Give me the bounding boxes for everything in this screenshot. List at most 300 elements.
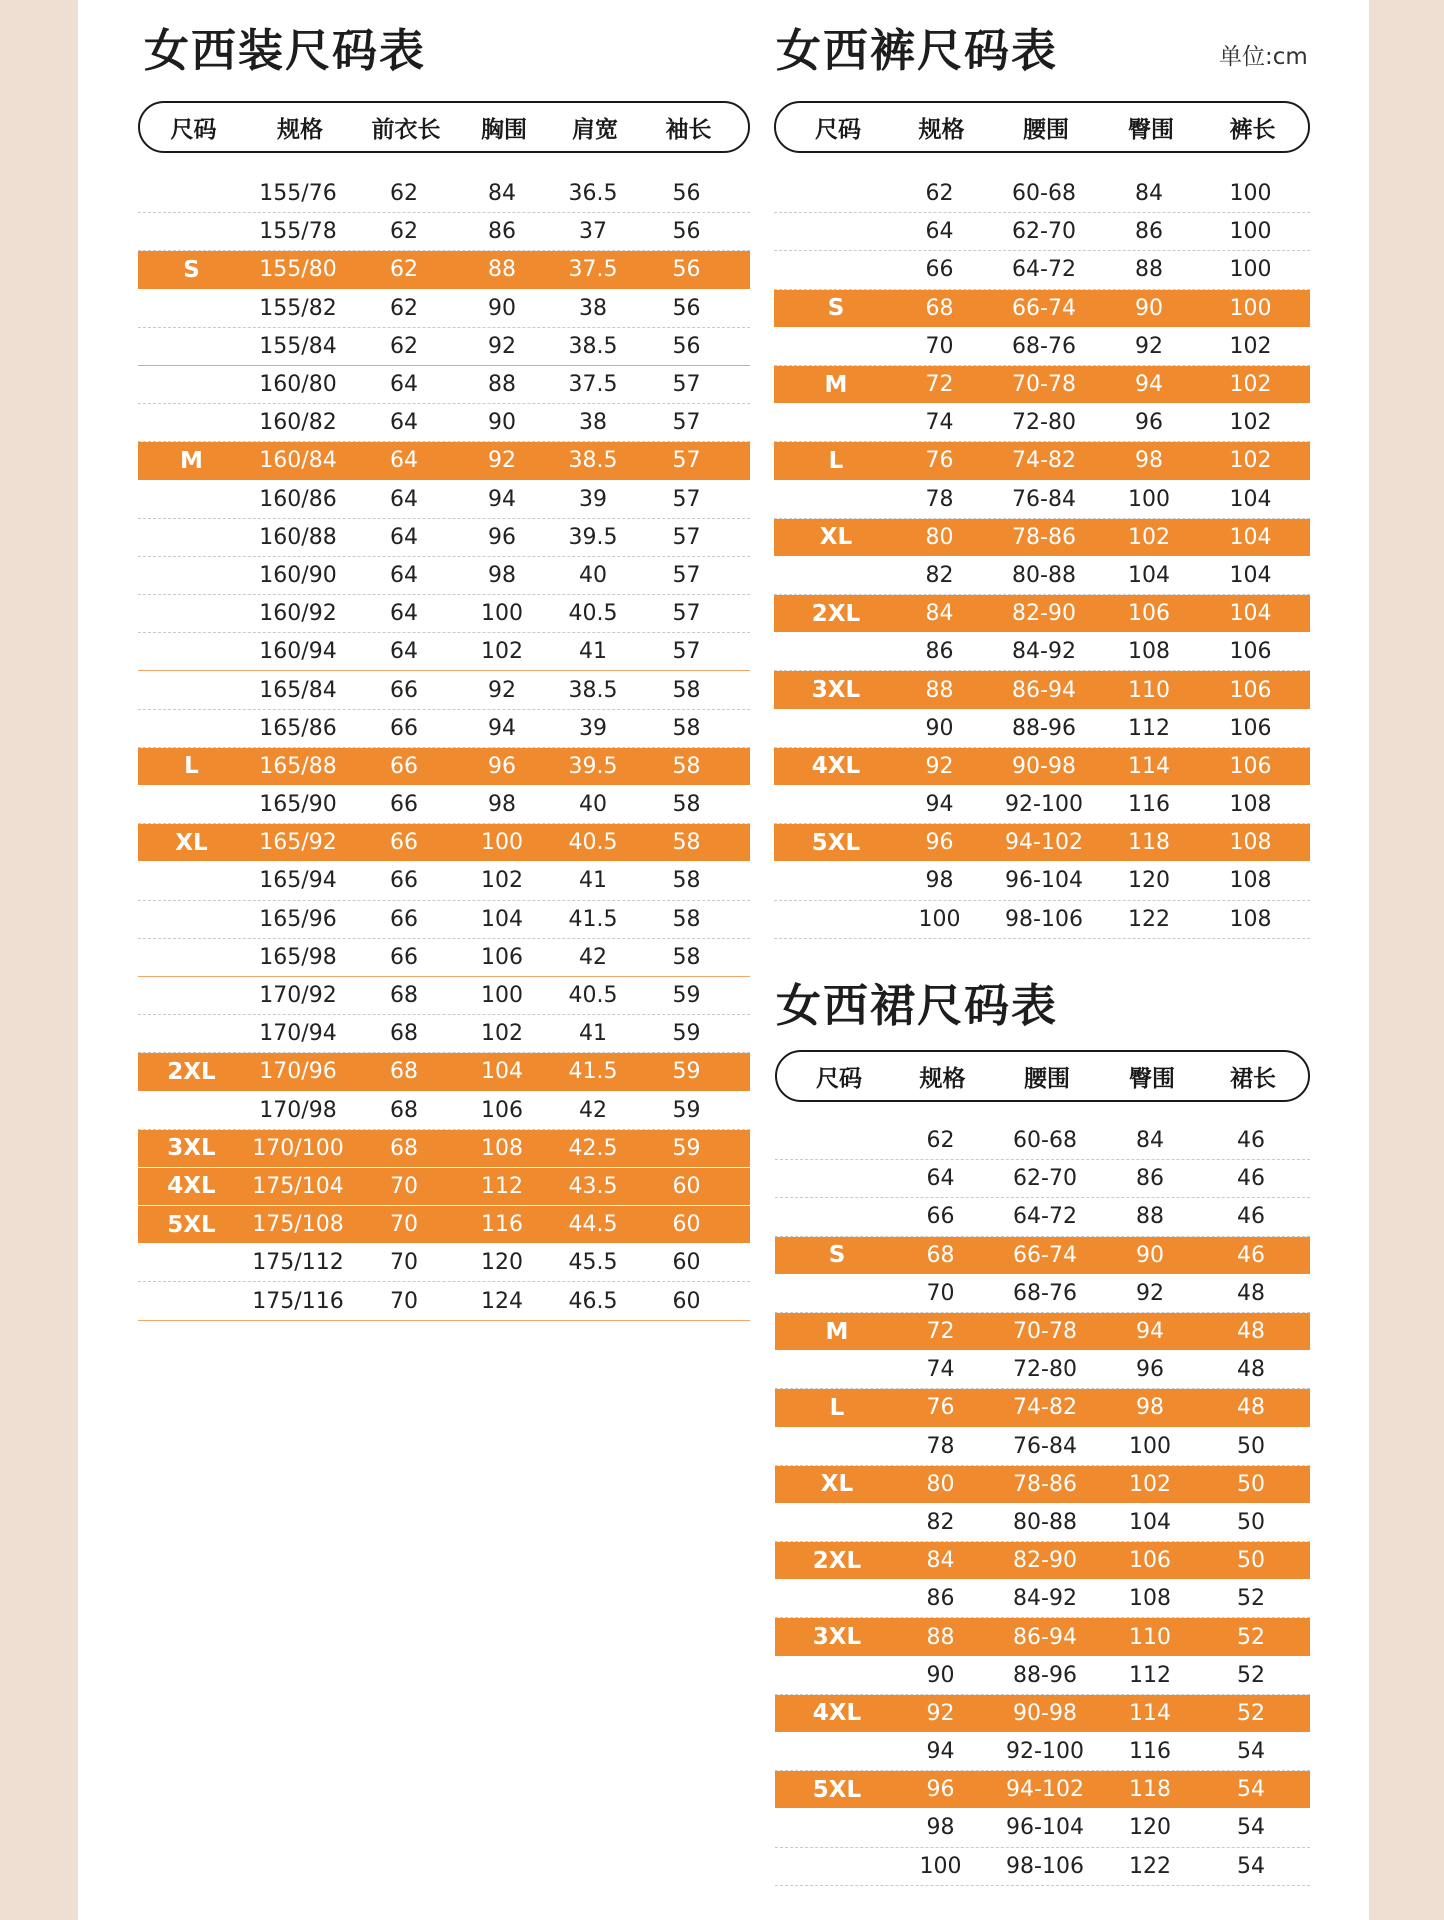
cell-spec: 155/84 xyxy=(259,333,337,359)
header-skirt-length: 裙长 xyxy=(1230,1065,1276,1092)
cell-waist: 80-88 xyxy=(1013,1509,1077,1535)
cell-size: 4XL xyxy=(811,753,861,780)
cell-spec: 62 xyxy=(925,181,954,207)
cell-length: 62 xyxy=(390,333,418,359)
cell-hip: 102 xyxy=(1128,524,1170,550)
cell-shoulder: 46.5 xyxy=(568,1288,618,1314)
cell-length: 108 xyxy=(1229,906,1272,932)
cell-sleeve: 56 xyxy=(672,219,701,245)
cell-sleeve: 58 xyxy=(672,753,701,779)
cell-spec: 66 xyxy=(926,1204,955,1230)
cell-spec: 94 xyxy=(926,1739,955,1765)
header-spec: 规格 xyxy=(919,1065,966,1092)
cell-waist: 62-70 xyxy=(1012,219,1076,245)
cell-length: 68 xyxy=(390,1059,418,1085)
cell-length: 108 xyxy=(1229,868,1272,894)
cell-hip: 96 xyxy=(1135,410,1163,436)
header-chest: 胸围 xyxy=(481,116,527,143)
cell-waist: 72-80 xyxy=(1013,1357,1077,1383)
cell-waist: 76-84 xyxy=(1013,1433,1077,1459)
cell-chest: 90 xyxy=(488,410,516,436)
cell-sleeve: 58 xyxy=(672,792,701,818)
cell-size: S xyxy=(828,1242,846,1269)
header-size: 尺码 xyxy=(815,116,861,143)
table-row xyxy=(774,481,1310,519)
unit-label: 单位:cm xyxy=(1219,44,1308,70)
table-row xyxy=(774,519,1310,557)
cell-length: 62 xyxy=(390,257,418,283)
cell-chest: 96 xyxy=(488,524,516,550)
cell-size: 2XL xyxy=(811,600,861,627)
cell-sleeve: 56 xyxy=(672,181,701,207)
table-row xyxy=(138,671,750,709)
cell-hip: 106 xyxy=(1128,601,1170,627)
cell-spec: 88 xyxy=(925,677,954,703)
cell-sleeve: 60 xyxy=(672,1173,701,1199)
table-row xyxy=(138,786,750,824)
cell-spec: 100 xyxy=(918,906,961,932)
table-row xyxy=(775,1198,1310,1236)
table-row xyxy=(775,1809,1310,1847)
cell-spec: 80 xyxy=(925,524,954,550)
cell-hip: 96 xyxy=(1136,1357,1164,1383)
cell-spec: 84 xyxy=(926,1548,955,1574)
cell-waist: 70-78 xyxy=(1013,1319,1077,1345)
cell-sleeve: 57 xyxy=(672,639,701,665)
cell-spec: 165/90 xyxy=(259,792,337,818)
cell-sleeve: 58 xyxy=(672,715,701,741)
cell-spec: 175/104 xyxy=(252,1173,344,1199)
cell-waist: 66-74 xyxy=(1012,295,1076,321)
cell-shoulder: 38.5 xyxy=(568,333,618,359)
cell-spec: 64 xyxy=(926,1166,955,1192)
cell-length: 62 xyxy=(390,181,418,207)
cell-length: 108 xyxy=(1229,792,1272,818)
cell-shoulder: 39.5 xyxy=(568,753,618,779)
cell-shoulder: 37.5 xyxy=(568,372,618,398)
table-row xyxy=(138,1015,750,1053)
table-row xyxy=(138,290,750,328)
cell-size: M xyxy=(825,1318,849,1345)
cell-hip: 98 xyxy=(1136,1395,1164,1421)
cell-spec: 160/80 xyxy=(259,372,337,398)
header-sleeve: 袖长 xyxy=(665,116,712,143)
cell-chest: 102 xyxy=(481,1021,523,1047)
cell-spec: 165/98 xyxy=(259,944,337,970)
cell-length: 70 xyxy=(390,1250,418,1276)
cell-sleeve: 58 xyxy=(672,906,701,932)
cell-spec: 66 xyxy=(925,257,954,283)
table-row xyxy=(138,1168,750,1206)
cell-spec: 92 xyxy=(925,753,954,779)
table-row xyxy=(138,1053,750,1091)
cell-waist: 88-96 xyxy=(1013,1662,1077,1688)
table-row xyxy=(774,213,1310,251)
skirt-table-header xyxy=(775,1050,1310,1102)
cell-waist: 90-98 xyxy=(1013,1700,1077,1726)
cell-length: 68 xyxy=(390,983,418,1009)
table-row xyxy=(138,366,750,404)
table-row xyxy=(774,901,1310,939)
cell-length: 46 xyxy=(1237,1242,1265,1268)
cell-length: 66 xyxy=(390,677,418,703)
cell-shoulder: 39 xyxy=(579,486,607,512)
cell-chest: 120 xyxy=(481,1250,523,1276)
table-row xyxy=(138,442,750,480)
cell-size: XL xyxy=(819,524,853,551)
cell-sleeve: 59 xyxy=(672,983,701,1009)
cell-length: 108 xyxy=(1229,830,1272,856)
cell-chest: 94 xyxy=(488,486,516,512)
cell-chest: 84 xyxy=(488,181,516,207)
cell-spec: 100 xyxy=(919,1853,962,1879)
cell-length: 66 xyxy=(390,944,418,970)
table-row xyxy=(774,824,1310,862)
cell-chest: 94 xyxy=(488,715,516,741)
table-row xyxy=(138,519,750,557)
cell-waist: 78-86 xyxy=(1013,1471,1077,1497)
cell-length: 54 xyxy=(1237,1815,1265,1841)
cell-length: 104 xyxy=(1229,486,1272,512)
cell-sleeve: 57 xyxy=(672,601,701,627)
cell-sleeve: 60 xyxy=(672,1250,701,1276)
cell-length: 66 xyxy=(390,753,418,779)
cell-spec: 155/78 xyxy=(259,219,337,245)
table-row xyxy=(774,290,1310,328)
cell-sleeve: 59 xyxy=(672,1097,701,1123)
cell-shoulder: 41 xyxy=(579,868,607,894)
cell-spec: 76 xyxy=(925,448,954,474)
suit-size-table xyxy=(138,101,750,1321)
cell-shoulder: 40.5 xyxy=(568,830,618,856)
table-row xyxy=(774,404,1310,442)
cell-waist: 94-102 xyxy=(1006,1777,1084,1803)
cell-chest: 102 xyxy=(481,639,523,665)
table-row xyxy=(774,595,1310,633)
cell-length: 52 xyxy=(1237,1624,1265,1650)
cell-hip: 122 xyxy=(1128,906,1170,932)
cell-shoulder: 45.5 xyxy=(568,1250,618,1276)
table-row xyxy=(138,481,750,519)
cell-spec: 72 xyxy=(926,1319,955,1345)
cell-sleeve: 58 xyxy=(672,830,701,856)
skirt-size-table xyxy=(775,1050,1310,1886)
cell-waist: 74-82 xyxy=(1012,448,1076,474)
table-row xyxy=(775,1618,1310,1656)
cell-chest: 116 xyxy=(481,1212,523,1238)
header-pants-length: 裤长 xyxy=(1229,116,1276,143)
cell-waist: 60-68 xyxy=(1013,1128,1077,1154)
cell-spec: 94 xyxy=(925,792,954,818)
cell-length: 70 xyxy=(390,1288,418,1314)
cell-chest: 90 xyxy=(488,295,516,321)
cell-hip: 84 xyxy=(1136,1128,1164,1154)
cell-spec: 76 xyxy=(926,1395,955,1421)
cell-waist: 90-98 xyxy=(1012,753,1076,779)
cell-spec: 170/92 xyxy=(259,983,337,1009)
cell-hip: 122 xyxy=(1129,1853,1171,1879)
cell-spec: 88 xyxy=(926,1624,955,1650)
cell-length: 102 xyxy=(1229,372,1272,398)
cell-shoulder: 39.5 xyxy=(568,524,618,550)
cell-sleeve: 57 xyxy=(672,562,701,588)
table-row xyxy=(775,1351,1310,1389)
cell-waist: 96-104 xyxy=(1005,868,1083,894)
cell-hip: 92 xyxy=(1135,333,1163,359)
cell-length: 100 xyxy=(1229,181,1272,207)
table-row xyxy=(774,175,1310,213)
cell-size: M xyxy=(824,371,848,398)
cell-chest: 124 xyxy=(481,1288,523,1314)
cell-length: 48 xyxy=(1237,1395,1265,1421)
cell-length: 48 xyxy=(1237,1319,1265,1345)
cell-spec: 68 xyxy=(925,295,954,321)
cell-size: 4XL xyxy=(812,1700,862,1727)
pants-table-header xyxy=(774,101,1310,153)
table-row xyxy=(775,1771,1310,1809)
cell-sleeve: 58 xyxy=(672,868,701,894)
cell-waist: 98-106 xyxy=(1006,1853,1084,1879)
cell-size: 5XL xyxy=(811,829,861,856)
cell-length: 100 xyxy=(1229,295,1272,321)
cell-hip: 120 xyxy=(1128,868,1170,894)
suit-table-header xyxy=(138,101,750,153)
cell-length: 46 xyxy=(1237,1166,1265,1192)
cell-hip: 84 xyxy=(1135,181,1163,207)
cell-spec: 74 xyxy=(926,1357,955,1383)
cell-shoulder: 38.5 xyxy=(568,448,618,474)
cell-waist: 84-92 xyxy=(1013,1586,1077,1612)
table-row xyxy=(138,1244,750,1282)
cell-length: 64 xyxy=(390,372,418,398)
cell-shoulder: 36.5 xyxy=(568,181,618,207)
table-row xyxy=(775,1428,1310,1466)
cell-shoulder: 44.5 xyxy=(568,1212,618,1238)
cell-shoulder: 40.5 xyxy=(568,983,618,1009)
cell-length: 100 xyxy=(1229,257,1272,283)
cell-chest: 106 xyxy=(481,944,523,970)
cell-length: 62 xyxy=(390,219,418,245)
cell-chest: 104 xyxy=(481,906,523,932)
cell-size: 2XL xyxy=(167,1058,216,1085)
table-row xyxy=(138,1130,750,1168)
cell-waist: 68-76 xyxy=(1012,333,1076,359)
cell-sleeve: 59 xyxy=(672,1059,701,1085)
cell-length: 100 xyxy=(1229,219,1272,245)
cell-shoulder: 38 xyxy=(579,410,607,436)
table-row xyxy=(774,251,1310,289)
cell-length: 64 xyxy=(390,448,418,474)
table-row xyxy=(774,671,1310,709)
cell-hip: 100 xyxy=(1128,486,1170,512)
cell-spec: 170/100 xyxy=(252,1135,344,1161)
cell-waist: 86-94 xyxy=(1012,677,1076,703)
cell-waist: 84-92 xyxy=(1012,639,1076,665)
cell-length: 70 xyxy=(390,1212,418,1238)
table-row xyxy=(138,633,750,671)
cell-chest: 102 xyxy=(481,868,523,894)
header-hip: 臀围 xyxy=(1128,116,1174,143)
table-row xyxy=(775,1466,1310,1504)
size-chart-sheet xyxy=(78,0,1369,1920)
suit-table-body xyxy=(138,175,750,1321)
cell-sleeve: 57 xyxy=(672,448,701,474)
cell-waist: 80-88 xyxy=(1012,562,1076,588)
cell-spec: 165/84 xyxy=(259,677,337,703)
cell-chest: 98 xyxy=(488,562,516,588)
cell-spec: 80 xyxy=(926,1471,955,1497)
cell-waist: 70-78 xyxy=(1012,372,1076,398)
cell-waist: 96-104 xyxy=(1006,1815,1084,1841)
table-row xyxy=(138,901,750,939)
table-row xyxy=(774,862,1310,900)
cell-size: 5XL xyxy=(167,1211,216,1238)
cell-hip: 112 xyxy=(1129,1662,1171,1688)
table-row xyxy=(138,1092,750,1130)
table-row xyxy=(775,1542,1310,1580)
cell-length: 48 xyxy=(1237,1280,1265,1306)
cell-length: 106 xyxy=(1229,639,1272,665)
cell-spec: 86 xyxy=(926,1586,955,1612)
cell-shoulder: 40.5 xyxy=(568,601,618,627)
cell-waist: 60-68 xyxy=(1012,181,1076,207)
cell-shoulder: 41 xyxy=(579,639,607,665)
cell-length: 64 xyxy=(390,486,418,512)
cell-sleeve: 57 xyxy=(672,486,701,512)
table-row xyxy=(138,404,750,442)
cell-shoulder: 37.5 xyxy=(568,257,618,283)
cell-size: L xyxy=(829,1394,845,1421)
cell-spec: 90 xyxy=(925,715,954,741)
cell-spec: 62 xyxy=(926,1128,955,1154)
cell-hip: 110 xyxy=(1128,677,1170,703)
cell-length: 66 xyxy=(390,868,418,894)
cell-chest: 88 xyxy=(488,372,516,398)
cell-spec: 78 xyxy=(926,1433,955,1459)
cell-hip: 110 xyxy=(1129,1624,1171,1650)
cell-spec: 160/92 xyxy=(259,601,337,627)
cell-waist: 82-90 xyxy=(1012,601,1076,627)
cell-size: XL xyxy=(175,829,208,856)
cell-hip: 106 xyxy=(1129,1548,1171,1574)
cell-waist: 76-84 xyxy=(1012,486,1076,512)
cell-length: 70 xyxy=(390,1173,418,1199)
cell-size: 2XL xyxy=(812,1547,862,1574)
table-row xyxy=(138,977,750,1015)
cell-waist: 86-94 xyxy=(1013,1624,1077,1650)
header-waist: 腰围 xyxy=(1024,1065,1070,1092)
table-row xyxy=(138,748,750,786)
cell-length: 50 xyxy=(1237,1509,1265,1535)
cell-length: 52 xyxy=(1237,1662,1265,1688)
cell-spec: 70 xyxy=(926,1280,955,1306)
cell-spec: 175/112 xyxy=(252,1250,344,1276)
table-row xyxy=(774,557,1310,595)
cell-size: M xyxy=(180,447,203,474)
cell-size: L xyxy=(184,753,199,780)
table-row xyxy=(775,1160,1310,1198)
table-row xyxy=(774,328,1310,366)
cell-sleeve: 56 xyxy=(672,257,701,283)
cell-shoulder: 43.5 xyxy=(568,1173,618,1199)
cell-hip: 86 xyxy=(1136,1166,1164,1192)
table-row xyxy=(775,1580,1310,1618)
cell-spec: 74 xyxy=(925,410,954,436)
cell-size: S xyxy=(183,256,200,283)
cell-spec: 155/80 xyxy=(259,257,337,283)
cell-shoulder: 42 xyxy=(579,1097,607,1123)
table-row xyxy=(138,595,750,633)
cell-length: 106 xyxy=(1229,715,1272,741)
cell-hip: 112 xyxy=(1128,715,1170,741)
cell-sleeve: 57 xyxy=(672,410,701,436)
cell-waist: 62-70 xyxy=(1013,1166,1077,1192)
cell-spec: 98 xyxy=(925,868,954,894)
cell-length: 54 xyxy=(1237,1739,1265,1765)
cell-length: 102 xyxy=(1229,333,1272,359)
cell-chest: 92 xyxy=(488,448,516,474)
cell-spec: 170/96 xyxy=(259,1059,337,1085)
table-row xyxy=(775,1237,1310,1275)
cell-length: 52 xyxy=(1237,1586,1265,1612)
cell-sleeve: 58 xyxy=(672,677,701,703)
table-row xyxy=(138,175,750,213)
cell-length: 68 xyxy=(390,1021,418,1047)
header-spec: 规格 xyxy=(918,116,965,143)
cell-spec: 175/116 xyxy=(252,1288,344,1314)
cell-chest: 100 xyxy=(481,983,523,1009)
cell-length: 66 xyxy=(390,792,418,818)
table-row xyxy=(775,1389,1310,1427)
cell-chest: 100 xyxy=(481,601,523,627)
cell-waist: 68-76 xyxy=(1013,1280,1077,1306)
cell-hip: 94 xyxy=(1135,372,1163,398)
cell-size: 5XL xyxy=(812,1776,862,1803)
cell-size: L xyxy=(828,447,844,474)
cell-spec: 160/90 xyxy=(259,562,337,588)
cell-sleeve: 57 xyxy=(672,524,701,550)
header-size: 尺码 xyxy=(816,1065,862,1092)
table-row xyxy=(138,824,750,862)
cell-waist: 88-96 xyxy=(1012,715,1076,741)
cell-length: 106 xyxy=(1229,677,1272,703)
cell-hip: 108 xyxy=(1129,1586,1171,1612)
cell-hip: 100 xyxy=(1129,1433,1171,1459)
cell-spec: 160/84 xyxy=(259,448,337,474)
cell-chest: 92 xyxy=(488,333,516,359)
header-hip: 臀围 xyxy=(1129,1065,1175,1092)
cell-spec: 82 xyxy=(925,562,954,588)
cell-spec: 70 xyxy=(925,333,954,359)
cell-length: 54 xyxy=(1237,1853,1265,1879)
cell-sleeve: 59 xyxy=(672,1135,701,1161)
cell-spec: 160/88 xyxy=(259,524,337,550)
cell-hip: 98 xyxy=(1135,448,1163,474)
cell-chest: 106 xyxy=(481,1097,523,1123)
cell-length: 64 xyxy=(390,410,418,436)
table-row xyxy=(775,1275,1310,1313)
cell-waist: 78-86 xyxy=(1012,524,1076,550)
cell-spec: 155/82 xyxy=(259,295,337,321)
cell-length: 104 xyxy=(1229,562,1272,588)
cell-spec: 160/94 xyxy=(259,639,337,665)
cell-hip: 104 xyxy=(1128,562,1170,588)
cell-length: 62 xyxy=(390,295,418,321)
cell-length: 102 xyxy=(1229,448,1272,474)
table-row xyxy=(775,1313,1310,1351)
table-row xyxy=(774,366,1310,404)
cell-spec: 92 xyxy=(926,1700,955,1726)
